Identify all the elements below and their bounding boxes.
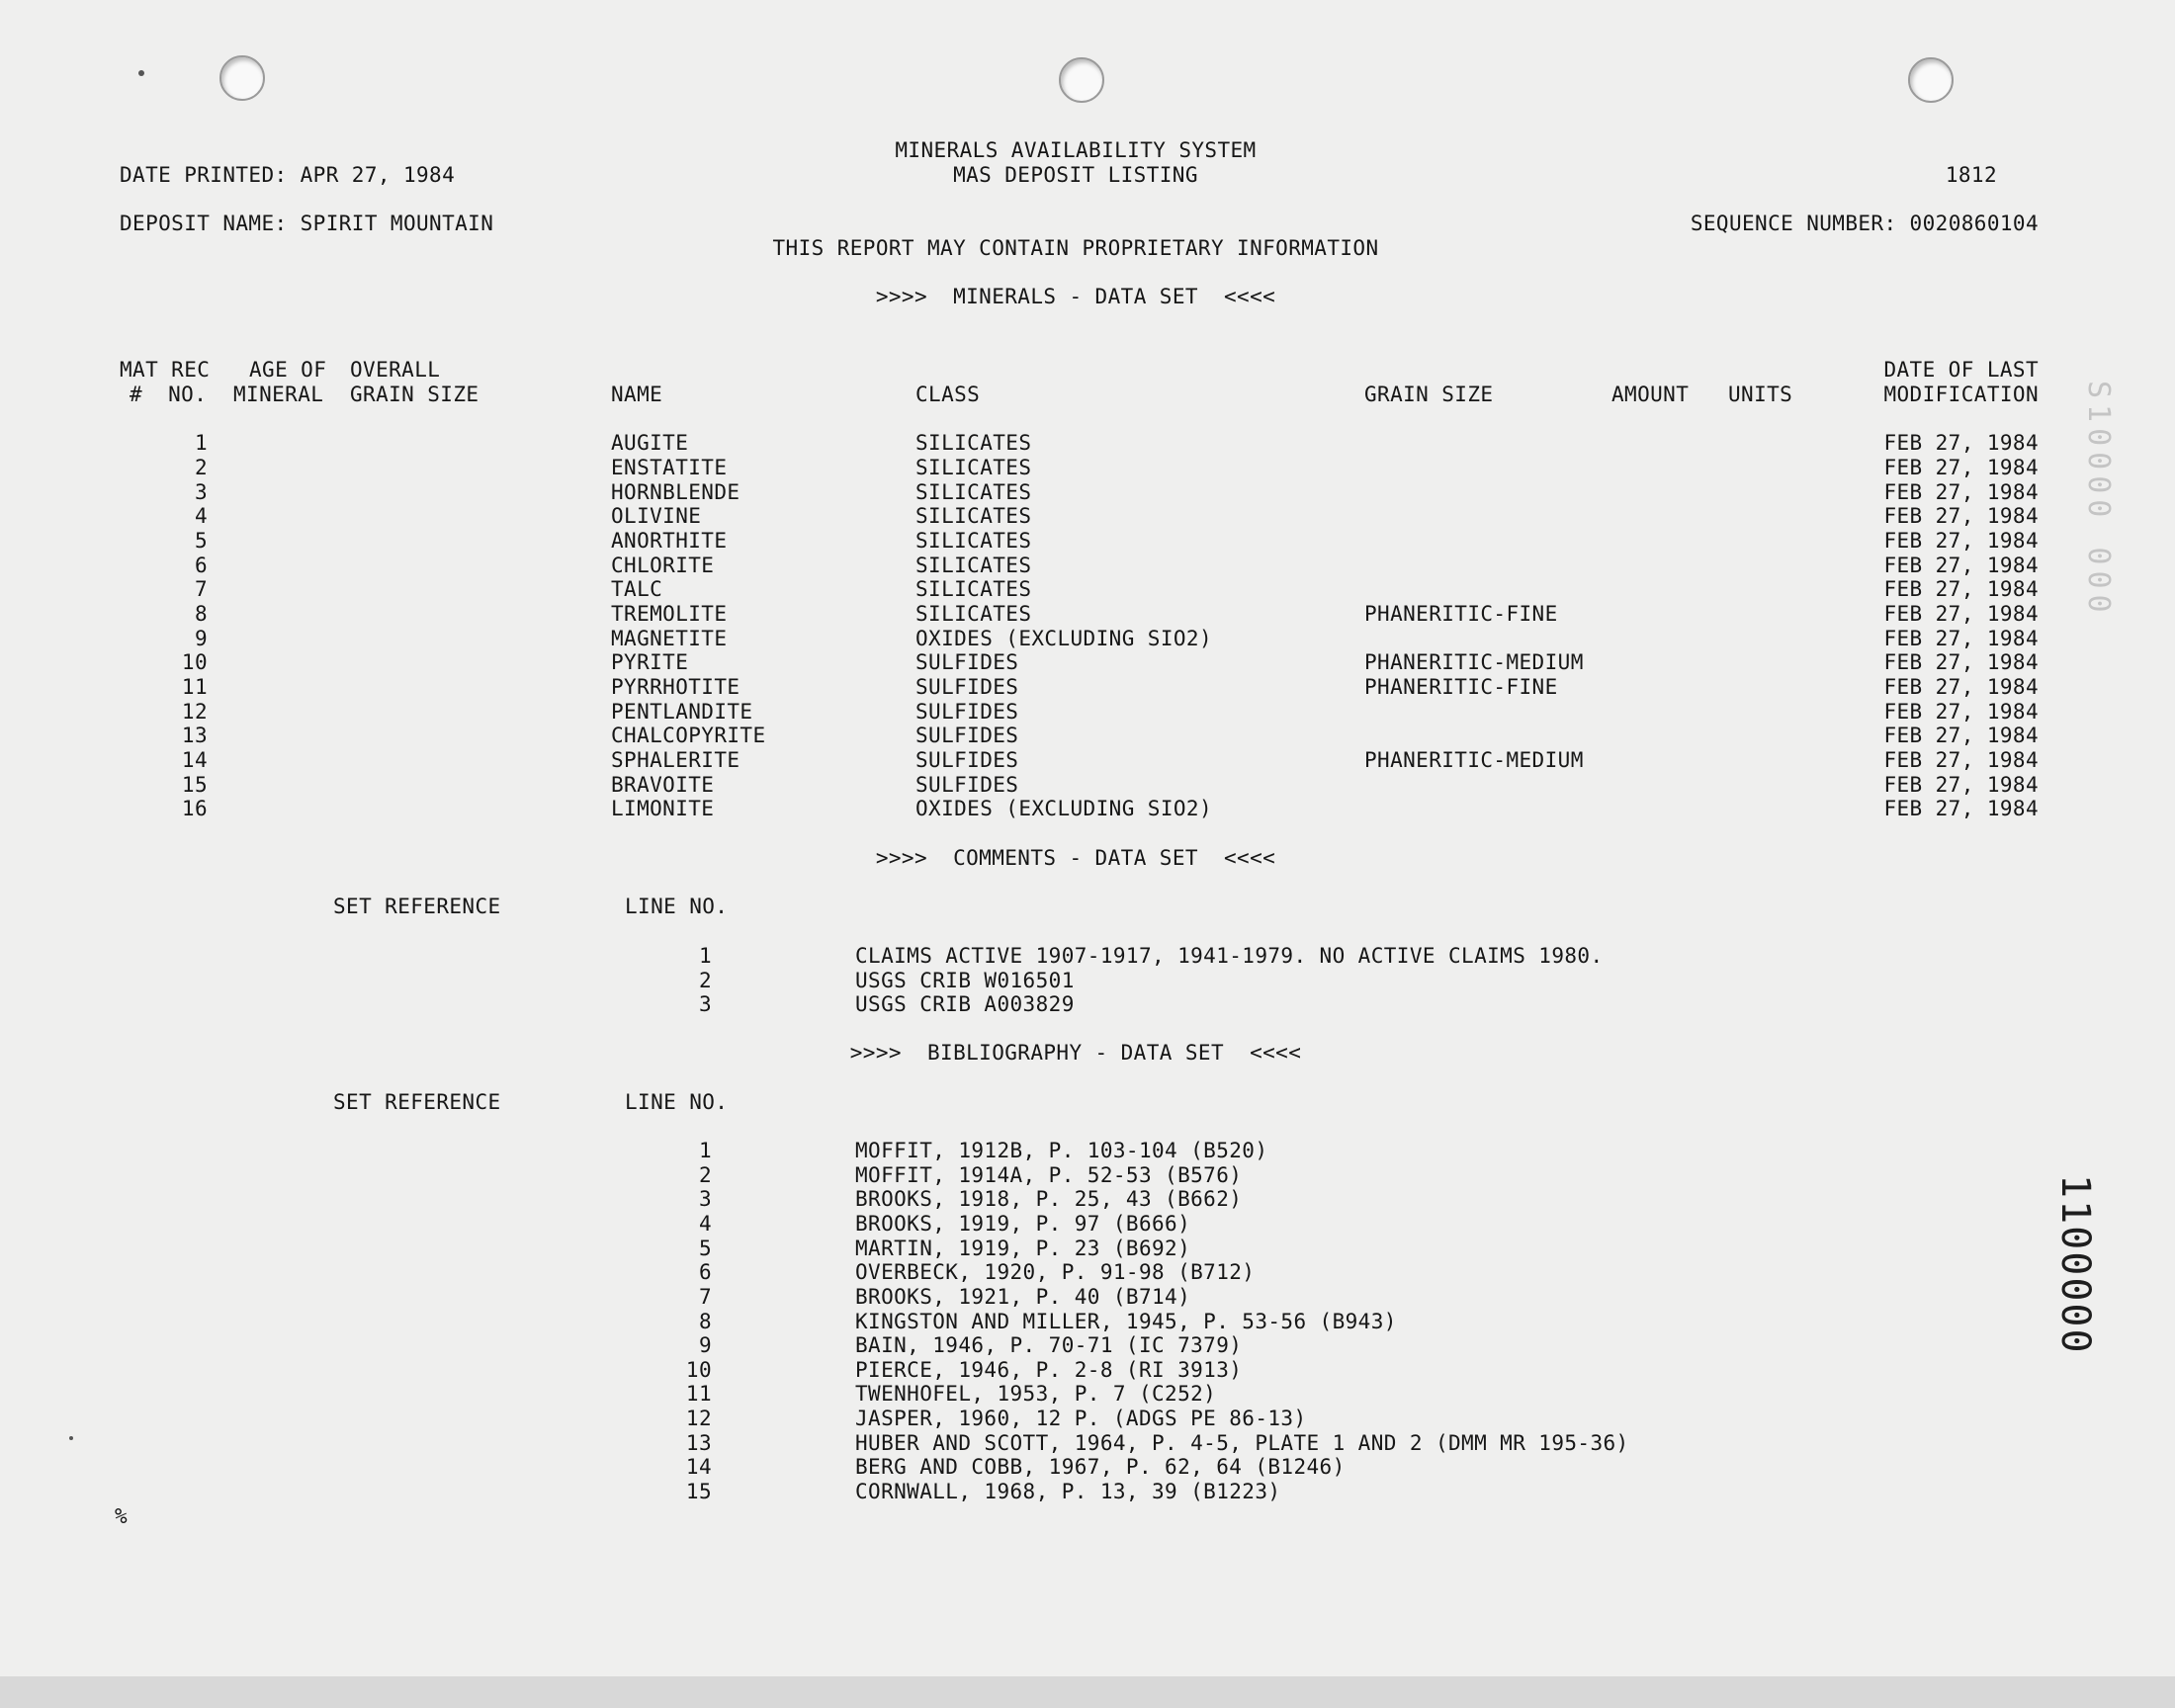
comments-set-reference-header: SET REFERENCE (333, 895, 501, 918)
citation-text: BROOKS, 1921, P. 40 (B714) (855, 1285, 1191, 1309)
citation-text: TWENHOFEL, 1953, P. 7 (C252) (855, 1382, 1217, 1406)
mineral-name: CHALCOPYRITE (611, 724, 766, 747)
rec-no: 10 (181, 650, 208, 674)
mineral-class: SILICATES (915, 577, 1032, 601)
line-no: 11 (685, 1382, 712, 1406)
rec-no: 14 (181, 748, 208, 772)
line-no: 13 (685, 1431, 712, 1455)
mod-date: FEB 27, 1984 (1883, 675, 2039, 699)
bibliography-set-reference-header: SET REFERENCE (333, 1090, 501, 1114)
mineral-class: SILICATES (915, 602, 1032, 626)
grain-size: PHANERITIC-MEDIUM (1364, 650, 1584, 674)
rec-no: 6 (194, 554, 208, 577)
rec-no: 16 (181, 797, 208, 820)
mineral-class: SILICATES (915, 554, 1032, 577)
line-no: 3 (698, 1187, 712, 1211)
citation-text: BROOKS, 1919, P. 97 (B666) (855, 1212, 1191, 1236)
line-no: 4 (698, 1212, 712, 1236)
mineral-class: SILICATES (915, 431, 1032, 455)
line-no: 14 (685, 1455, 712, 1479)
line-no: 7 (698, 1285, 712, 1309)
mineral-class: SILICATES (915, 529, 1032, 553)
mineral-class: SILICATES (915, 456, 1032, 479)
date-printed: DATE PRINTED: APR 27, 1984 (120, 163, 456, 187)
bold-stamp-number: 1100000 (2052, 1174, 2098, 1355)
mod-date: FEB 27, 1984 (1883, 480, 2039, 504)
mineral-class: SULFIDES (915, 773, 1019, 797)
mod-date: FEB 27, 1984 (1883, 456, 2039, 479)
mineral-name: PYRRHOTITE (611, 675, 740, 699)
mineral-name: BRAVOITE (611, 773, 715, 797)
sequence-number: SEQUENCE NUMBER: 0020860104 (1690, 212, 2039, 235)
mod-date: FEB 27, 1984 (1883, 650, 2039, 674)
footer-percent-mark: % (115, 1504, 129, 1528)
bibliography-line-no-header: LINE NO. (625, 1090, 729, 1114)
mineral-name: TREMOLITE (611, 602, 728, 626)
line-no: 12 (685, 1407, 712, 1430)
citation-text: CORNWALL, 1968, P. 13, 39 (B1223) (855, 1480, 1281, 1503)
speck (69, 1436, 73, 1440)
col-header-class: CLASS (915, 383, 981, 406)
mineral-class: SULFIDES (915, 724, 1019, 747)
mineral-name: PYRITE (611, 650, 689, 674)
citation-text: MARTIN, 1919, P. 23 (B692) (855, 1237, 1191, 1260)
citation-text: KINGSTON AND MILLER, 1945, P. 53-56 (B943) (855, 1310, 1397, 1333)
col-header-name: NAME (611, 383, 663, 406)
comment-text: USGS CRIB W016501 (855, 969, 1075, 992)
col-header-date-2: MODIFICATION (1883, 383, 2039, 406)
listing-title: MAS DEPOSIT LISTING (953, 163, 1198, 187)
col-header-mat-rec-2: # NO. (130, 383, 208, 406)
col-header-overall: OVERALL (350, 358, 441, 382)
rec-no: 4 (194, 504, 208, 528)
mod-date: FEB 27, 1984 (1883, 724, 2039, 747)
citation-text: HUBER AND SCOTT, 1964, P. 4-5, PLATE 1 AND 2 (DMM MR 195-36) (855, 1431, 1629, 1455)
rec-no: 3 (194, 480, 208, 504)
line-no: 10 (685, 1358, 712, 1382)
line-no: 2 (698, 969, 712, 992)
comments-line-no-header: LINE NO. (625, 895, 729, 918)
mod-date: FEB 27, 1984 (1883, 554, 2039, 577)
minerals-section-title: >>>> MINERALS - DATA SET <<<< (875, 285, 1276, 308)
citation-text: BERG AND COBB, 1967, P. 62, 64 (B1246) (855, 1455, 1346, 1479)
rec-no: 1 (194, 431, 208, 455)
grain-size: PHANERITIC-MEDIUM (1364, 748, 1584, 772)
mineral-name: HORNBLENDE (611, 480, 740, 504)
line-no: 6 (698, 1260, 712, 1284)
rec-no: 13 (181, 724, 208, 747)
mineral-name: ENSTATITE (611, 456, 728, 479)
mod-date: FEB 27, 1984 (1883, 529, 2039, 553)
citation-text: MOFFIT, 1914A, P. 52-53 (B576) (855, 1163, 1243, 1187)
mineral-name: LIMONITE (611, 797, 715, 820)
mineral-name: OLIVINE (611, 504, 702, 528)
mineral-name: TALC (611, 577, 663, 601)
mineral-class: SULFIDES (915, 700, 1019, 724)
punch-hole-left (219, 55, 265, 101)
col-header-overall-2: GRAIN SIZE (350, 383, 479, 406)
mod-date: FEB 27, 1984 (1883, 627, 2039, 650)
line-no: 9 (698, 1333, 712, 1357)
mod-date: FEB 27, 1984 (1883, 748, 2039, 772)
rec-no: 9 (194, 627, 208, 650)
mineral-name: AUGITE (611, 431, 689, 455)
mineral-name: SPHALERITE (611, 748, 740, 772)
line-no: 1 (698, 1139, 712, 1162)
col-header-units: UNITS (1728, 383, 1793, 406)
citation-text: BAIN, 1946, P. 70-71 (IC 7379) (855, 1333, 1243, 1357)
rec-no: 8 (194, 602, 208, 626)
mod-date: FEB 27, 1984 (1883, 700, 2039, 724)
proprietary-notice: THIS REPORT MAY CONTAIN PROPRIETARY INFORMATION (772, 236, 1379, 260)
system-title: MINERALS AVAILABILITY SYSTEM (895, 138, 1257, 162)
rec-no: 12 (181, 700, 208, 724)
speck (138, 70, 144, 76)
col-header-amount: AMOUNT (1611, 383, 1690, 406)
mod-date: FEB 27, 1984 (1883, 431, 2039, 455)
col-header-age: AGE OF (249, 358, 327, 382)
mod-date: FEB 27, 1984 (1883, 797, 2039, 820)
citation-text: BROOKS, 1918, P. 25, 43 (B662) (855, 1187, 1243, 1211)
mod-date: FEB 27, 1984 (1883, 773, 2039, 797)
mineral-name: MAGNETITE (611, 627, 728, 650)
mineral-class: SILICATES (915, 480, 1032, 504)
punch-hole-center (1059, 57, 1104, 103)
line-no: 8 (698, 1310, 712, 1333)
deposit-name: DEPOSIT NAME: SPIRIT MOUNTAIN (120, 212, 494, 235)
line-no: 15 (685, 1480, 712, 1503)
mineral-class: SULFIDES (915, 650, 1019, 674)
col-header-mat-rec: MAT REC (120, 358, 211, 382)
rec-no: 15 (181, 773, 208, 797)
mineral-class: OXIDES (EXCLUDING SIO2) (915, 797, 1212, 820)
line-no: 3 (698, 992, 712, 1016)
mineral-name: PENTLANDITE (611, 700, 753, 724)
mod-date: FEB 27, 1984 (1883, 602, 2039, 626)
citation-text: MOFFIT, 1912B, P. 103-104 (B520) (855, 1139, 1268, 1162)
citation-text: JASPER, 1960, 12 P. (ADGS PE 86-13) (855, 1407, 1307, 1430)
col-header-age-2: MINERAL (233, 383, 324, 406)
mod-date: FEB 27, 1984 (1883, 577, 2039, 601)
mineral-class: SULFIDES (915, 748, 1019, 772)
col-header-grain-size: GRAIN SIZE (1364, 383, 1494, 406)
mod-date: FEB 27, 1984 (1883, 504, 2039, 528)
mineral-name: CHLORITE (611, 554, 715, 577)
rec-no: 5 (194, 529, 208, 553)
rec-no: 2 (194, 456, 208, 479)
citation-text: PIERCE, 1946, P. 2-8 (RI 3913) (855, 1358, 1243, 1382)
rec-no: 7 (194, 577, 208, 601)
comment-text: CLAIMS ACTIVE 1907-1917, 1941-1979. NO ACTIVE CLAIMS 1980. (855, 944, 1604, 968)
col-header-date: DATE OF LAST (1883, 358, 2039, 382)
comments-section-title: >>>> COMMENTS - DATA SET <<<< (875, 846, 1276, 870)
grain-size: PHANERITIC-FINE (1364, 602, 1558, 626)
rec-no: 11 (181, 675, 208, 699)
mineral-class: SULFIDES (915, 675, 1019, 699)
mineral-class: OXIDES (EXCLUDING SIO2) (915, 627, 1212, 650)
punch-hole-right (1908, 57, 1954, 103)
line-no: 2 (698, 1163, 712, 1187)
grain-size: PHANERITIC-FINE (1364, 675, 1558, 699)
page-number: 1812 (1945, 163, 1997, 187)
faint-stamp-number: S10000 000 (2081, 381, 2116, 619)
mineral-class: SILICATES (915, 504, 1032, 528)
citation-text: OVERBECK, 1920, P. 91-98 (B712) (855, 1260, 1256, 1284)
bibliography-section-title: >>>> BIBLIOGRAPHY - DATA SET <<<< (849, 1041, 1302, 1065)
mineral-name: ANORTHITE (611, 529, 728, 553)
comment-text: USGS CRIB A003829 (855, 992, 1075, 1016)
line-no: 5 (698, 1237, 712, 1260)
line-no: 1 (698, 944, 712, 968)
